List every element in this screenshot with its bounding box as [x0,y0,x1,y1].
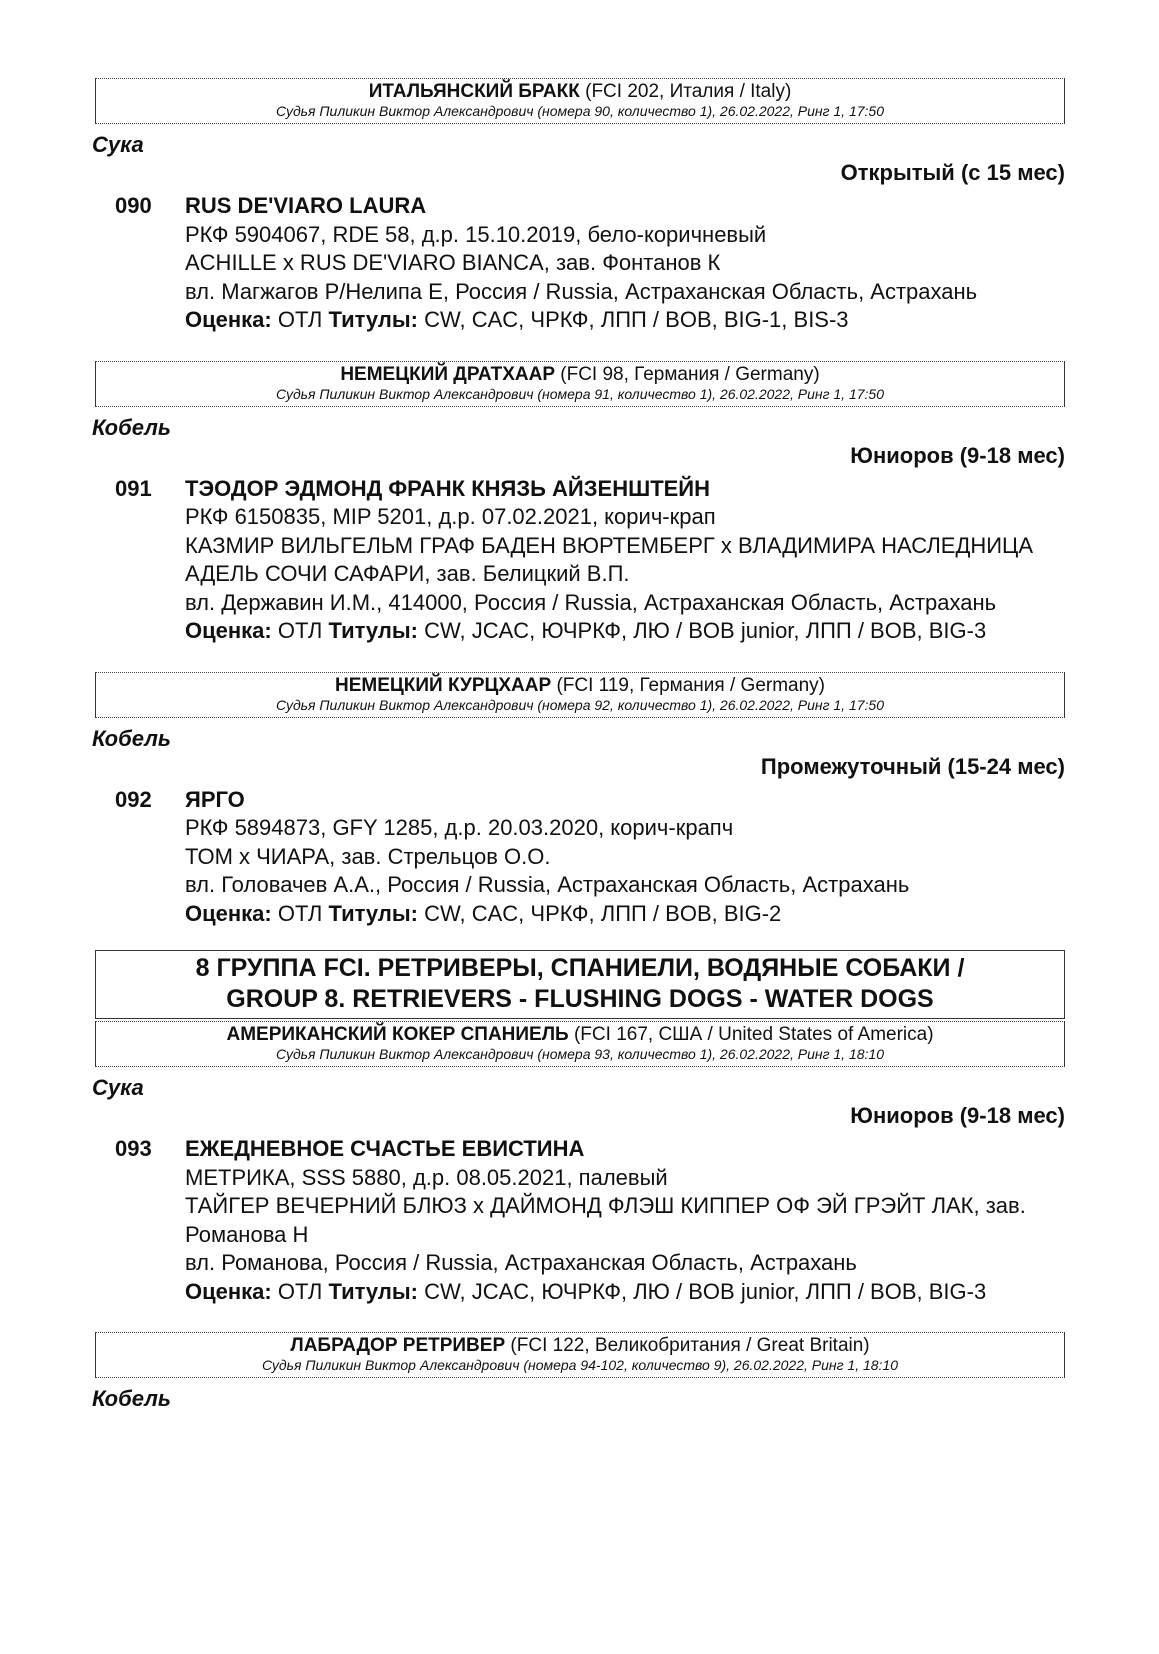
registration-line: РКФ 6150835, MIP 5201, д.р. 07.02.2021, корич-крап [185,504,716,529]
breed-name: ЛАБРАДОР РЕТРИВЕР [290,1335,506,1356]
owner-line: вл. Магжагов Р/Нелипа Е, Россия / Russia, Астраханская Область, Астрахань [185,278,978,304]
class-label: Юниоров (9-18 мес) [850,1103,1065,1128]
breed-info: (FCI 98, Германия / Germany) [555,363,820,385]
entry-number: 092 [115,786,152,812]
grade: ОТЛ [271,307,329,332]
entry-number: 093 [115,1136,152,1161]
judge-info: Судья Пиликин Виктор Александрович (номера 94-102, количество 9), 26.02.2022, Ринг 1, 18:10 [261,1357,899,1373]
result-line: Оценка: ОТЛ Титулы: CW, CAC, ЧРКФ, ЛПП / BOB, BIG-1, BIS-3 [185,307,849,332]
entry-number: 090 [115,193,152,218]
parents-line: ТОМ x ЧИАРА, зав. Стрельцов О.О. [185,843,551,869]
dog-name: ЯРГО [185,786,245,812]
result-line: Оценка: ОТЛ Титулы: CW, CAC, ЧРКФ, ЛПП / BOB, BIG-2 [185,900,782,926]
judge-info: Судья Пиликин Виктор Александрович (номера 93, количество 1), 26.02.2022, Ринг 1, 18:10 [275,1046,884,1062]
judge-info: Судья Пиликин Виктор Александрович (номера 92, количество 1), 26.02.2022, Ринг 1, 17:50 [275,696,884,713]
grade: ОТЛ [271,1278,329,1304]
parents-line: ТАЙГЕР ВЕЧЕРНИЙ БЛЮЗ x ДАЙМОНД ФЛЭШ КИППЕР ОФ ЭЙ ГРЭЙТ ЛАК, зав. Романова Н [185,1193,1026,1247]
entry [95,1135,1065,1306]
sex-label: Кобель [92,414,171,440]
owner-line: вл. Державин И.М., 414000, Россия / Russia, Астраханская Область, Астрахань [185,589,997,615]
group-header [95,950,1065,1019]
sex-label: Кобель [92,1386,171,1411]
sex-label: Кобель [92,725,171,751]
entry [95,786,1065,929]
catalog-page [92,78,1065,1414]
dog-name: ТЭОДОР ЭДМОНД ФРАНК КНЯЗЬ АЙЗЕНШТЕЙН [185,475,711,501]
breed-name: НЕМЕЦКИЙ ДРАТХААР [340,363,555,385]
sex-label: Сука [92,1075,144,1100]
breed-header [95,361,1065,407]
judge-info: Судья Пиликин Виктор Александрович (номера 91, количество 1), 26.02.2022, Ринг 1, 17:50 [275,385,884,402]
titles: CW, CAC, ЧРКФ, ЛПП / BOB, BIG-1, BIS-3 [417,307,849,332]
group-title-ru: 8 ГРУППА FCI. РЕТРИВЕРЫ, СПАНИЕЛИ, ВОДЯНЫЕ СОБАКИ / [195,954,965,982]
registration-line: РКФ 5894873, GFY 1285, д.р. 20.03.2020, корич-крапч [185,815,734,840]
breed-info: (FCI 119, Германия / Germany) [551,674,825,696]
parents-line: КАЗМИР ВИЛЬГЕЛЬМ ГРАФ БАДЕН ВЮРТЕМБЕРГ x ВЛАДИМИРА НАСЛЕДНИЦА АДЕЛЬ СОЧИ САФАРИ, зав. Белицкий В.П. [185,532,1034,586]
breed-name: ИТАЛЬЯНСКИЙ БРАКК [368,81,580,102]
grade: ОТЛ [271,618,329,643]
breed-name: НЕМЕЦКИЙ КУРЦХААР [334,674,552,696]
breed-name: АМЕРИКАНСКИЙ КОКЕР СПАНИЕЛЬ [226,1024,569,1045]
breed-info: (FCI 167, США / United States of America) [568,1024,934,1045]
breed-header [95,78,1065,124]
owner-line: вл. Головачев А.А., Россия / Russia, Астраханская Область, Астрахань [185,872,910,897]
grade: ОТЛ [271,900,329,926]
dog-name: RUS DE'VIARO LAURA [185,193,427,218]
group-title-en: GROUP 8. RETRIEVERS - FLUSHING DOGS - WATER DOGS [226,985,934,1013]
titles: CW, JCAC, ЮЧРКФ, ЛЮ / BOB junior, ЛПП / BOB, BIG-3 [417,618,987,643]
dog-name: ЕЖЕДНЕВНОЕ СЧАСТЬЕ ЕВИСТИНА [185,1136,585,1161]
class-label: Промежуточный (15-24 мес) [760,753,1065,779]
titles: CW, CAC, ЧРКФ, ЛПП / BOB, BIG-2 [417,900,782,926]
class-label: Открытый (с 15 мес) [840,160,1065,185]
breed-info: (FCI 122, Великобритания / Great Britain) [505,1335,870,1356]
owner-line: вл. Романова, Россия / Russia, Астраханская Область, Астрахань [185,1250,857,1275]
registration-line: РКФ 5904067, RDE 58, д.р. 15.10.2019, бело-коричневый [185,221,767,247]
titles: CW, JCAC, ЮЧРКФ, ЛЮ / BOB junior, ЛПП / BOB, BIG-3 [417,1278,987,1304]
entry [95,475,1065,646]
result-line: Оценка: ОТЛ Титулы: CW, JCAC, ЮЧРКФ, ЛЮ / BOB junior, ЛПП / BOB, BIG-3 [185,618,987,643]
breed-header [95,1021,1065,1067]
entry-number: 091 [115,475,152,501]
judge-info: Судья Пиликин Виктор Александрович (номера 90, количество 1), 26.02.2022, Ринг 1, 17:50 [275,103,884,119]
breed-header [95,1332,1065,1378]
entry [95,192,1065,335]
registration-line: МЕТРИКА, SSS 5880, д.р. 08.05.2021, палевый [185,1164,668,1190]
result-line: Оценка: ОТЛ Титулы: CW, JCAC, ЮЧРКФ, ЛЮ / BOB junior, ЛПП / BOB, BIG-3 [185,1278,987,1304]
sex-label: Сука [92,132,144,157]
breed-header [95,672,1065,718]
breed-info: (FCI 202, Италия / Italy) [579,81,792,102]
parents-line: ACHILLE x RUS DE'VIARO BIANCA, зав. Фонтанов К [185,250,721,275]
class-label: Юниоров (9-18 мес) [850,442,1065,468]
